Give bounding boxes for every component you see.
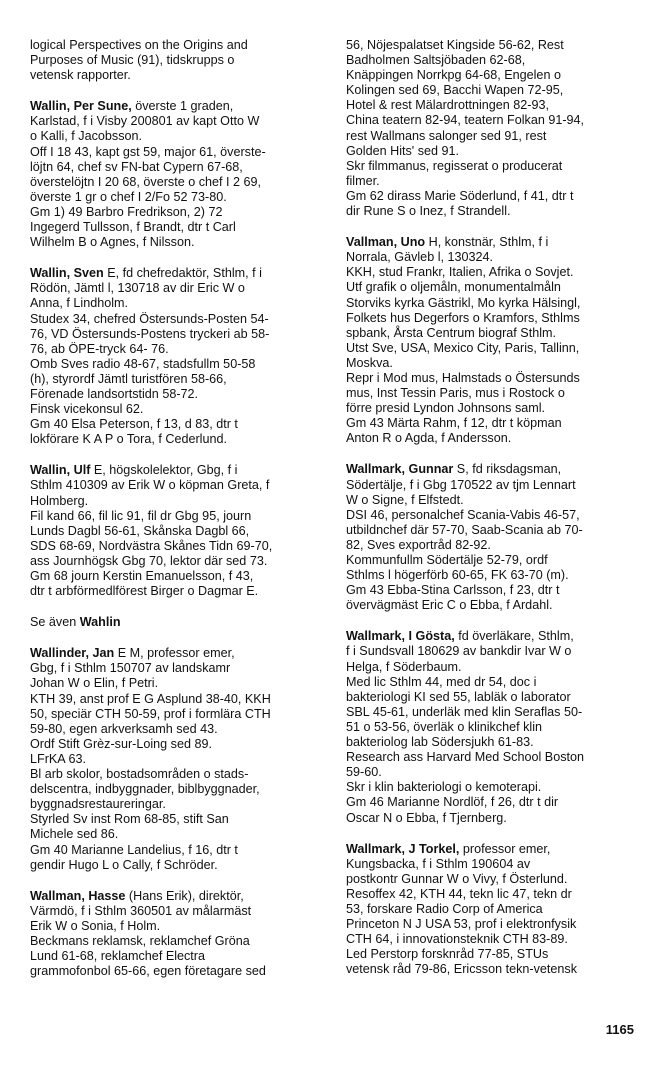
- entry-text: (Hans Erik), direktör, Värmdö, f i Sthlm 360501 av målarmäst Erik W o Sonia, f Holm. Beckmans reklamsk, reklamchef Gröna Lund 61-68, reklamchef Electra grammofonbol 65-66, egen företagare sed: [30, 888, 266, 979]
- entry-wallin-ulf: [30, 463, 326, 599]
- page-number: 1165: [605, 1022, 634, 1037]
- entry-text: S, fd riksdagsman, Södertälje, f i Gbg 170522 av tjm Lennart W o Signe, f Elfstedt. DSI 46, personalchef Scania-Vabis 46-57, utbildnchef där 57-70, Saab-Scania ab 70- 82, Sves exportråd 82-92. Kommunfullm Södertälje 52-79, ordf Sthlms l högerförb 60-65, FK 63-70 (m). Gm 43 Ebba-Stina Carlsson, f 23, dtr t övervägmäst Eric C o Ebba, f Ardahl.: [346, 462, 583, 613]
- entry-continuation: [346, 38, 644, 219]
- entry-text: fd överläkare, Sthlm, f i Sundsvall 180629 av bankdir Ivar W o Helga, f Söderbaum. Med lic Sthlm 44, med dr 54, doc i bakteriologi KI sed 55, labläk o laborator SBL 45-61, underläk med klin Seraflas 50- 51 o 53-56, överläk o klinikchef klin bakteriolog lab Södersjukh 61-83. Research ass Harvard Med School Boston 59-60. Skr i klin bakteriologi o kemoterapi. Gm 46 Marianne Nordlöf, f 26, dtr t dir Oscar N o Ebba, f Tjernberg.: [346, 629, 584, 825]
- entry-name: Wallmark, J Torkel,: [346, 841, 460, 856]
- entry-name: Wallinder, Jan: [30, 646, 115, 661]
- entry-name: Wallin, Sven: [30, 266, 104, 281]
- entry-continuation: [30, 38, 326, 83]
- cross-reference: [30, 615, 326, 630]
- cross-reference-target: Wahlin: [79, 615, 121, 630]
- entry-name: Wallmark, I Gösta,: [346, 629, 455, 644]
- cross-reference-text: Se även: [30, 615, 80, 630]
- entry-text: H, konstnär, Sthlm, f i Norrala, Gävleb l, 130324. KKH, stud Frankr, Italien, Afrika o Sovjet. Utf grafik o oljemåln, monumentalmåln Storviks kyrka Gästrikl, Mo kyrka Hälsingl, Folkets hus Degerfors o Kramfors, Sthlms spbank, Årsta Centrum biograf Sthlm. Utst Sve, USA, Mexico City, Paris, Tallinn, Moskva. Repr i Mod mus, Halmstads o Östersunds mus, Inst Tessin Paris, mus i Rostock o förre presid Lyndon Johnsons saml. Gm 43 Märta Rahm, f 12, dtr t köpman Anton R o Agda, f Andersson.: [346, 235, 581, 446]
- entry-wallmark-gosta: [346, 629, 644, 825]
- entry-vallman-uno: [346, 235, 644, 446]
- entry-wallmark-torkel: [346, 842, 644, 978]
- entry-wallin-sven: [30, 266, 326, 447]
- entry-text: E, högskolelektor, Gbg, f i Sthlm 410309 av Erik W o köpman Greta, f Holmberg. Fil kand 66, fil lic 91, fil dr Gbg 95, journ Lunds Dagbl 56-61, Skånska Dagbl 66, SDS 68-69, Nordvästra Skånes Tidn 69-70, ass Journhögsk Gbg 70, lektor där sed 73. Gm 68 journ Kerstin Emanuelsson, f 43, dtr t arbförmedlförest Birger o Dagmar E.: [30, 463, 273, 599]
- entry-text: överste 1 graden, Karlstad, f i Visby 200801 av kapt Otto W o Kalli, f Jacobsson. Off I 18 43, kapt gst 59, major 61, överste- löjtn 64, chef sv FN-bat Cypern 67-68, överstelöjtn I 20 68, överste o chef I 2 69, överste 1 gr o chef I 2/Fo 52 73-80. Gm 1) 49 Barbro Fredrikson, 2) 72 Ingegerd Tullsson, f Brandt, dtr t Carl Wilhelm B o Agnes, f Nilsson.: [30, 99, 266, 250]
- entry-wallmark-gunnar: [346, 462, 644, 613]
- entry-text: E, fd chefredaktör, Sthlm, f i Rödön, Jämtl l, 130718 av dir Eric W o Anna, f Lindholm. Studex 34, chefred Östersunds-Posten 54- 76, VD Östersunds-Postens tryckeri ab 58- 76, ab ÖPE-tryck 64- 76. Omb Sves radio 48-67, stadsfullm 50-58 (h), styrordf Jämtl turistfören 58-66, Förenade landsortstidn 58-72. Finsk vicekonsul 62. Gm 40 Elsa Peterson, f 13, d 83, dtr t lokförare K A P o Tora, f Cederlund.: [30, 266, 270, 447]
- entry-text: logical Perspectives on the Origins and Purposes of Music (91), tidskrupps o vetensk rapporter.: [30, 38, 248, 83]
- entry-wallinder-jan: [30, 646, 326, 872]
- entry-name: Wallmark, Gunnar: [346, 462, 454, 477]
- right-column: [346, 38, 644, 993]
- entry-name: Wallman, Hasse: [30, 888, 126, 903]
- entry-wallin-per-sune: [30, 99, 326, 250]
- entry-text: professor emer, Kungsbacka, f i Sthlm 190604 av postkontr Gunnar W o Vivy, f Österlund. Resoffex 42, KTH 44, tekn lic 47, tekn dr 53, forskare Radio Corp of America Princeton N J USA 53, prof i elektronfysik CTH 64, i innovationsteknik CTH 83-89. Led Perstorp forsknråd 77-85, STUs vetensk råd 79-86, Ericsson tekn-vetensk: [346, 841, 577, 977]
- entry-text: 56, Nöjespalatset Kingside 56-62, Rest Badholmen Saltsjöbaden 62-68, Knäppingen Norrkpg 64-68, Engelen o Kolingen sed 69, Bacchi Wapen 72-95, Hotel & rest Mälardrottningen 82-93, China teatern 82-94, teatern Folkan 91-94, rest Wallmans salonger sed 91, rest Golden Hits' sed 91. Skr filmmanus, regisserat o producerat filmer. Gm 62 dirass Marie Söderlund, f 41, dtr t dir Rune S o Inez, f Strandell.: [346, 38, 585, 219]
- left-column: [30, 38, 326, 995]
- entry-text: E M, professor emer, Gbg, f i Sthlm 150707 av landskamr Johan W o Elin, f Petri. KTH 39, anst prof E G Asplund 38-40, KKH 50, speciär CTH 50-59, prof i formlära CTH 59-80, egen arkverksamh sed 43. Ordf Stift Grèz-sur-Loing sed 89. LFrKA 63. Bl arb skolor, bostadsområden o stads- delscentra, indbyggnader, biblbyggnader, byggnadsrestaureringar. Styrled Sv inst Rom 68-85, stift San Michele sed 86. Gm 40 Marianne Landelius, f 16, dtr t gendir Hugo L o Cally, f Schröder.: [30, 646, 271, 872]
- entry-name: Wallin, Per Sune,: [30, 99, 132, 114]
- entry-name: Vallman, Uno: [346, 235, 426, 250]
- entry-name: Wallin, Ulf: [30, 463, 91, 478]
- entry-wallman-hasse: [30, 889, 326, 980]
